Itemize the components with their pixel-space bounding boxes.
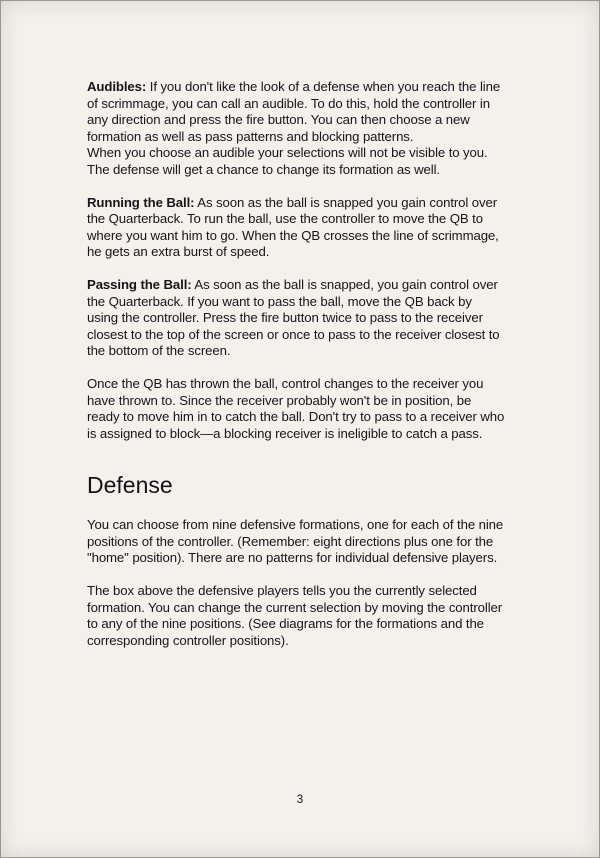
paragraph-body-audibles-continued: When you choose an audible your selections will not be visible to you. The defense will get a chance to change its formation as well. [87,145,488,177]
paragraph-audibles-continued [87,145,505,178]
paragraph-body-receiver-control: Once the QB has thrown the ball, control changes to the receiver you have thrown to. Since the receiver probably won't be in position, be ready to move him in to catch the ball. Don't try to pass to a receiver who is assigned to block—a blocking receiver is ineligible to catch a pass. [87,375,505,441]
paragraph-body-audibles: If you don't like the look of a defense when you reach the line of scrimmage, you can call an audible. To do this, hold the controller in any direction and press the fire button. You can then choose a new formation as well as pass patterns and blocking patterns. [87,79,501,144]
paragraph-running-the-ball [87,195,505,261]
page-number: 3 [296,794,304,806]
paragraph-passing-the-ball [87,277,505,360]
paragraph-defense-formations: You can choose from nine defensive formations, one for each of the nine positions of the controller. (Remember: eight directions plus one for the "home" position). There are no patterns for individual defensive players. [87,517,504,566]
section-heading-defense: Defense [87,472,173,499]
paragraph-lead-running-the-ball: Running the Ball: [87,194,195,210]
paragraph-audibles [87,79,505,145]
paragraph-lead-audibles: Audibles: [87,79,147,94]
paragraph-lead-passing-the-ball: Passing the Ball: [87,276,192,292]
paragraph-body-running-the-ball: As soon as the ball is snapped you gain control over the Quarterback. To run the ball, use the controller to move the QB to where you want him to go. When the QB crosses the line of scrimmage, he gets an extra burst of speed. [87,194,499,260]
page-content [87,79,505,649]
paragraph-defense-selection: The box above the defensive players tells you the currently selected formation. You can change the current selection by moving the controller to any of the nine positions. (See diagrams for the formations and the corresponding controller positions). [87,583,503,648]
paragraph-body-passing-the-ball: As soon as the ball is snapped, you gain control over the Quarterback. If you want to pass the ball, move the QB back by using the controller. Press the fire button twice to pass to the receiver closest to the top of the screen or once to pass to the receiver closest to the bottom of the screen. [87,276,500,359]
paragraph-receiver-control [87,376,505,442]
